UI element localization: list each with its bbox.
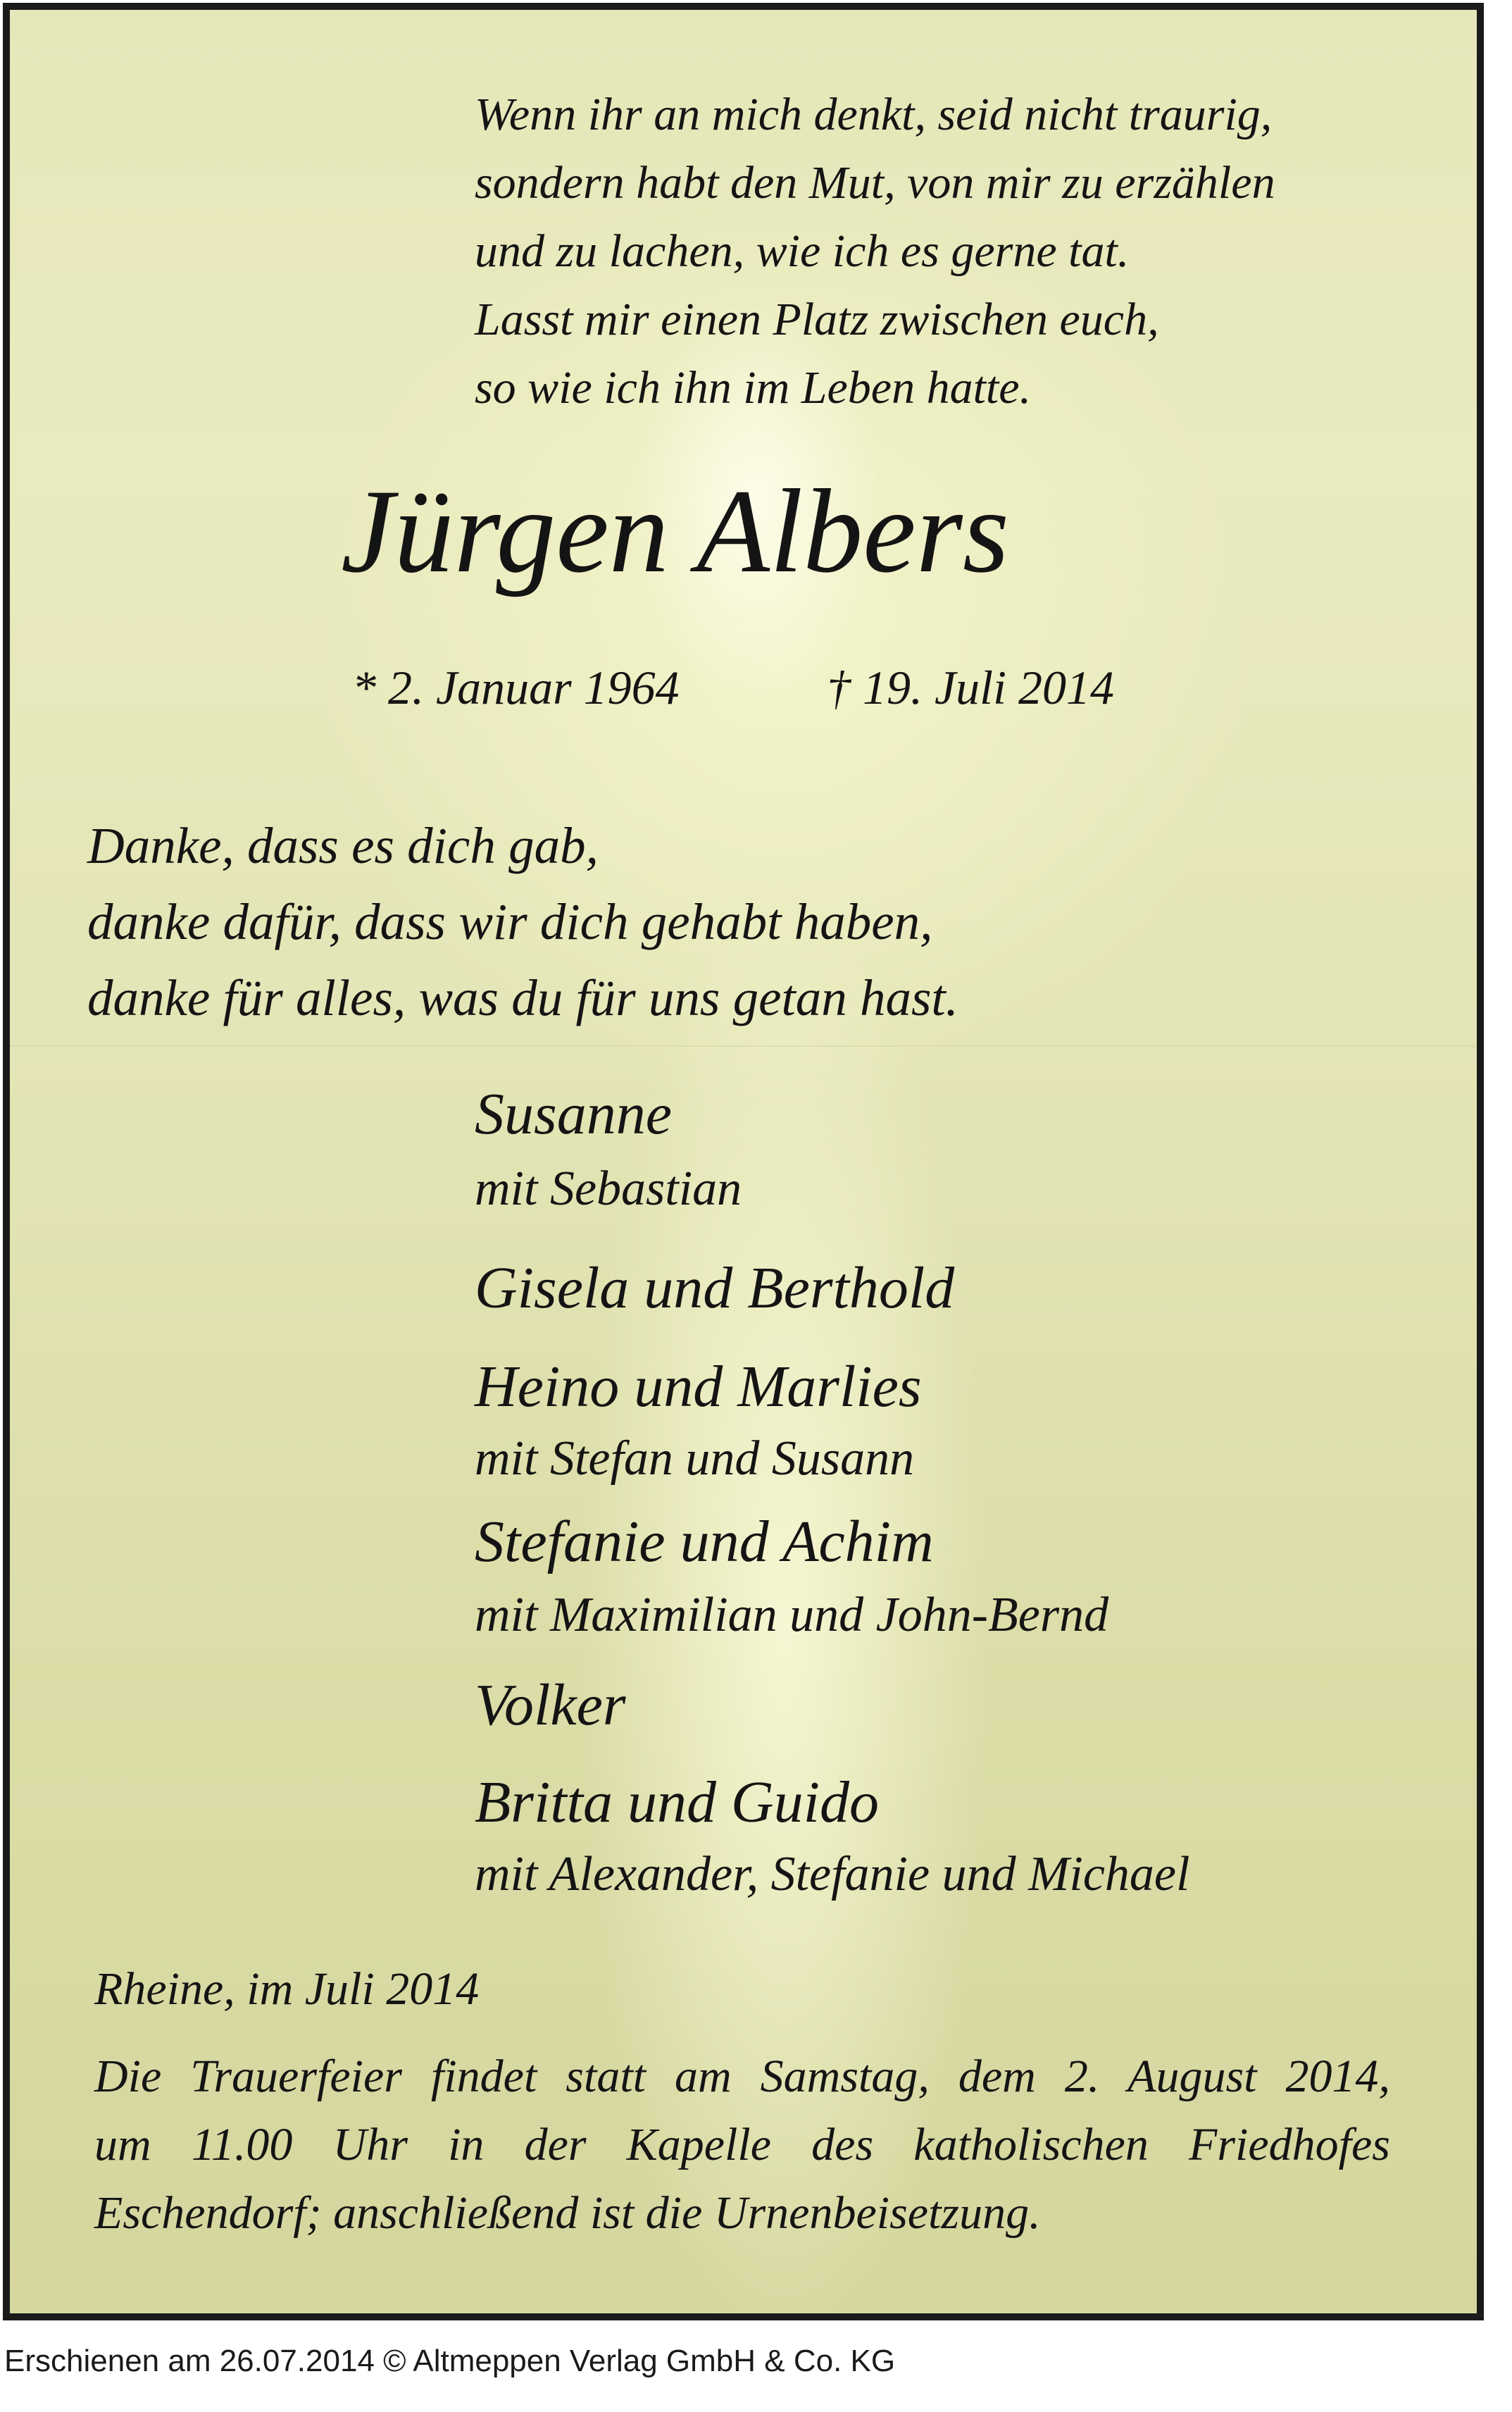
deceased-name: Jürgen Albers xyxy=(341,465,1010,597)
mourner-name: Heino und Marlies xyxy=(475,1354,922,1419)
ceremony-line: Eschendorf; anschließend ist die Urnenbeisetzung. xyxy=(94,2187,1041,2239)
ceremony-line: Die Trauerfeier findet statt am Samstag, dem 2. August 2014, xyxy=(94,2051,1390,2102)
place-date: Rheine, im Juli 2014 xyxy=(94,1963,480,2015)
poem-line: so wie ich ihn im Leben hatte. xyxy=(475,362,1032,414)
poem-line: und zu lachen, wie ich es gerne tat. xyxy=(475,225,1130,277)
mourner-name: Britta und Guido xyxy=(475,1770,880,1835)
mourner-name: Susanne xyxy=(475,1081,672,1147)
thanks-line: Danke, dass es dich gab, xyxy=(87,817,599,874)
mourner-name: Gisela und Berthold xyxy=(475,1255,955,1321)
mourner-sub: mit Sebastian xyxy=(475,1162,742,1216)
mourner-name: Stefanie und Achim xyxy=(475,1509,934,1574)
ceremony-info xyxy=(94,2042,1390,2247)
poem xyxy=(475,80,1275,422)
horizon-line xyxy=(10,1045,1477,1047)
thanks-text xyxy=(87,808,958,1036)
mourner-name: Volker xyxy=(475,1672,626,1738)
publication-footer: Erschienen am 26.07.2014 © Altmeppen Verlag GmbH & Co. KG xyxy=(4,2344,896,2378)
poem-line: Lasst mir einen Platz zwischen euch, xyxy=(475,294,1159,345)
mourner-sub: mit Maximilian und John-Bernd xyxy=(475,1588,1109,1642)
birth-date: * 2. Januar 1964 xyxy=(352,661,680,714)
poem-line: Wenn ihr an mich denkt, seid nicht traurig, xyxy=(475,89,1273,140)
mourner-sub: mit Alexander, Stefanie und Michael xyxy=(475,1847,1190,1901)
ceremony-line: um 11.00 Uhr in der Kapelle des katholischen Friedhofes xyxy=(94,2119,1390,2170)
obituary-notice xyxy=(3,3,1484,2320)
death-date: † 19. Juli 2014 xyxy=(827,661,1114,714)
thanks-line: danke dafür, dass wir dich gehabt haben, xyxy=(87,893,933,950)
poem-line: sondern habt den Mut, von mir zu erzählen xyxy=(475,157,1275,209)
mourner-sub: mit Stefan und Susann xyxy=(475,1431,915,1486)
thanks-line: danke für alles, was du für uns getan hast. xyxy=(87,969,958,1026)
